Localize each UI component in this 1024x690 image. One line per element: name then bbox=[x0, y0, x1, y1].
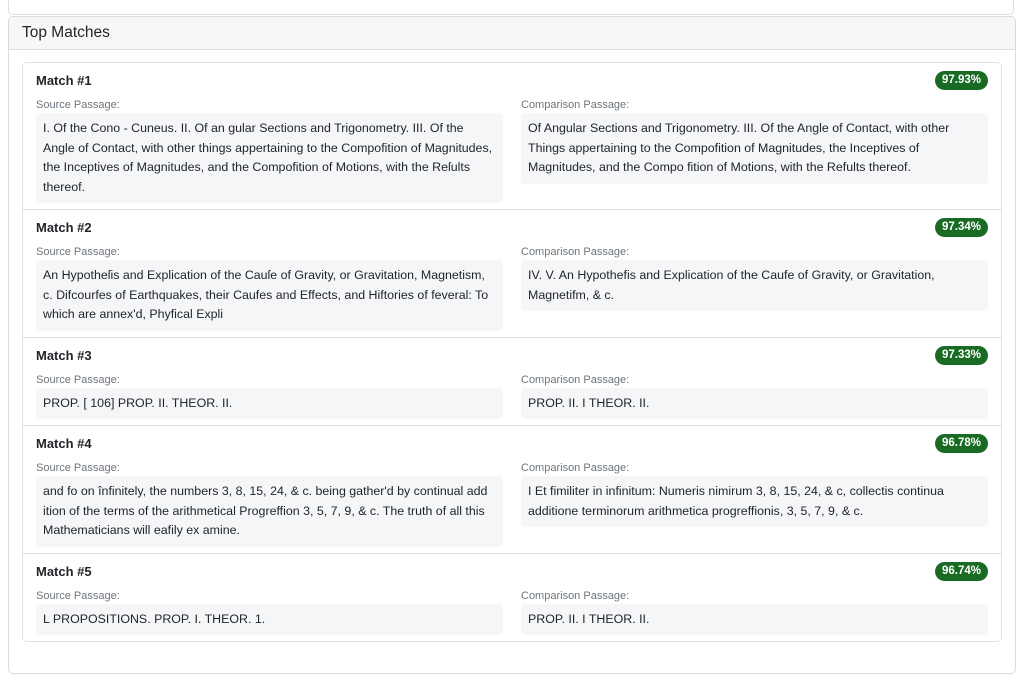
top-matches-panel bbox=[8, 16, 1016, 674]
source-passage: I. Of the Cono - Cuneus. II. Of an gular Sections and Trigonometry. III. Of the Angle of Contact, with other things appertaining to the Compofition of Magnitudes, the Inceptives of Magnitudes, and the Compofition of Motions, with the Reſults thereof. bbox=[36, 113, 503, 203]
match-item-1 bbox=[23, 63, 1001, 209]
source-label: Source Passage: bbox=[36, 589, 120, 602]
source-label: Source Passage: bbox=[36, 373, 120, 386]
match-title: Match #1 bbox=[36, 73, 92, 88]
panel-title: Top Matches bbox=[22, 24, 110, 41]
source-passage: PROP. [ 106] PROP. II. THEOR. II. bbox=[36, 388, 503, 420]
similarity-badge: 97.33% bbox=[935, 346, 988, 365]
match-item-4 bbox=[23, 425, 1001, 553]
match-list bbox=[22, 62, 1002, 642]
comparison-passage: PROP. II. I THEOR. II. bbox=[521, 604, 988, 636]
match-title: Match #5 bbox=[36, 563, 92, 579]
source-passage: An Hypotheſis and Explication of the Cauſe of Gravity, or Gravitation, Magnetism, c. Difcourfes of Earthquakes, their Caufes and Effects, and Hiftories of feveral: To which are annex'd, Phyfical Expli bbox=[36, 260, 503, 331]
match-item-5 bbox=[23, 553, 1001, 642]
source-label: Source Passage: bbox=[36, 246, 120, 258]
similarity-badge: 96.74% bbox=[935, 562, 988, 581]
panel-body bbox=[9, 50, 1015, 642]
similarity-badge: 97.34% bbox=[935, 218, 988, 237]
comparison-label: Comparison Passage: bbox=[521, 246, 630, 258]
match-title: Match #3 bbox=[36, 347, 92, 363]
comparison-passage: IV. V. An Hypothefis and Explication of the Caufe of Gravity, or Gravitation, Magnetifm, & c. bbox=[521, 260, 988, 311]
comparison-label: Comparison Passage: bbox=[521, 462, 630, 474]
source-passage: and fo on înfinitely, the numbers 3, 8, 15, 24, & c. being gather'd by continual add ition of the terms of the arithmetical Progreffion 3, 5, 7, 9, & c. The truth of all this Mathematicians will eafily ex amine. bbox=[36, 476, 503, 547]
match-title: Match #2 bbox=[36, 220, 92, 235]
comparison-passage: PROP. II. I THEOR. II. bbox=[521, 388, 988, 420]
source-passage: L PROPOSITIONS. PROP. I. THEOR. 1. bbox=[36, 604, 503, 636]
comparison-label: Comparison Passage: bbox=[521, 99, 630, 111]
match-item-3 bbox=[23, 337, 1001, 426]
match-item-2 bbox=[23, 209, 1001, 337]
match-title: Match #4 bbox=[36, 436, 92, 451]
comparison-passage: Of Angular Sections and Trigonometry. III. Of the Angle of Contact, with other Things appertaining to the Compofition of Magnitudes, the Inceptives of Magnitudes, and the Compo fition of Motions, with the Refults thereof. bbox=[521, 113, 988, 184]
previous-card-edge bbox=[8, 0, 1014, 15]
source-label: Source Passage: bbox=[36, 462, 120, 474]
similarity-badge: 97.93% bbox=[935, 71, 988, 90]
comparison-passage: I Et fimiliter in infinitum: Numeris nimirum 3, 8, 15, 24, & c, collectis continua additione terminorum arithmetica progreffionis, 3, 5, 7, 9, & c. bbox=[521, 476, 988, 527]
similarity-badge: 96.78% bbox=[935, 434, 988, 453]
panel-header bbox=[9, 17, 1015, 50]
source-label: Source Passage: bbox=[36, 99, 120, 111]
comparison-label: Comparison Passage: bbox=[521, 589, 630, 602]
comparison-label: Comparison Passage: bbox=[521, 373, 630, 386]
